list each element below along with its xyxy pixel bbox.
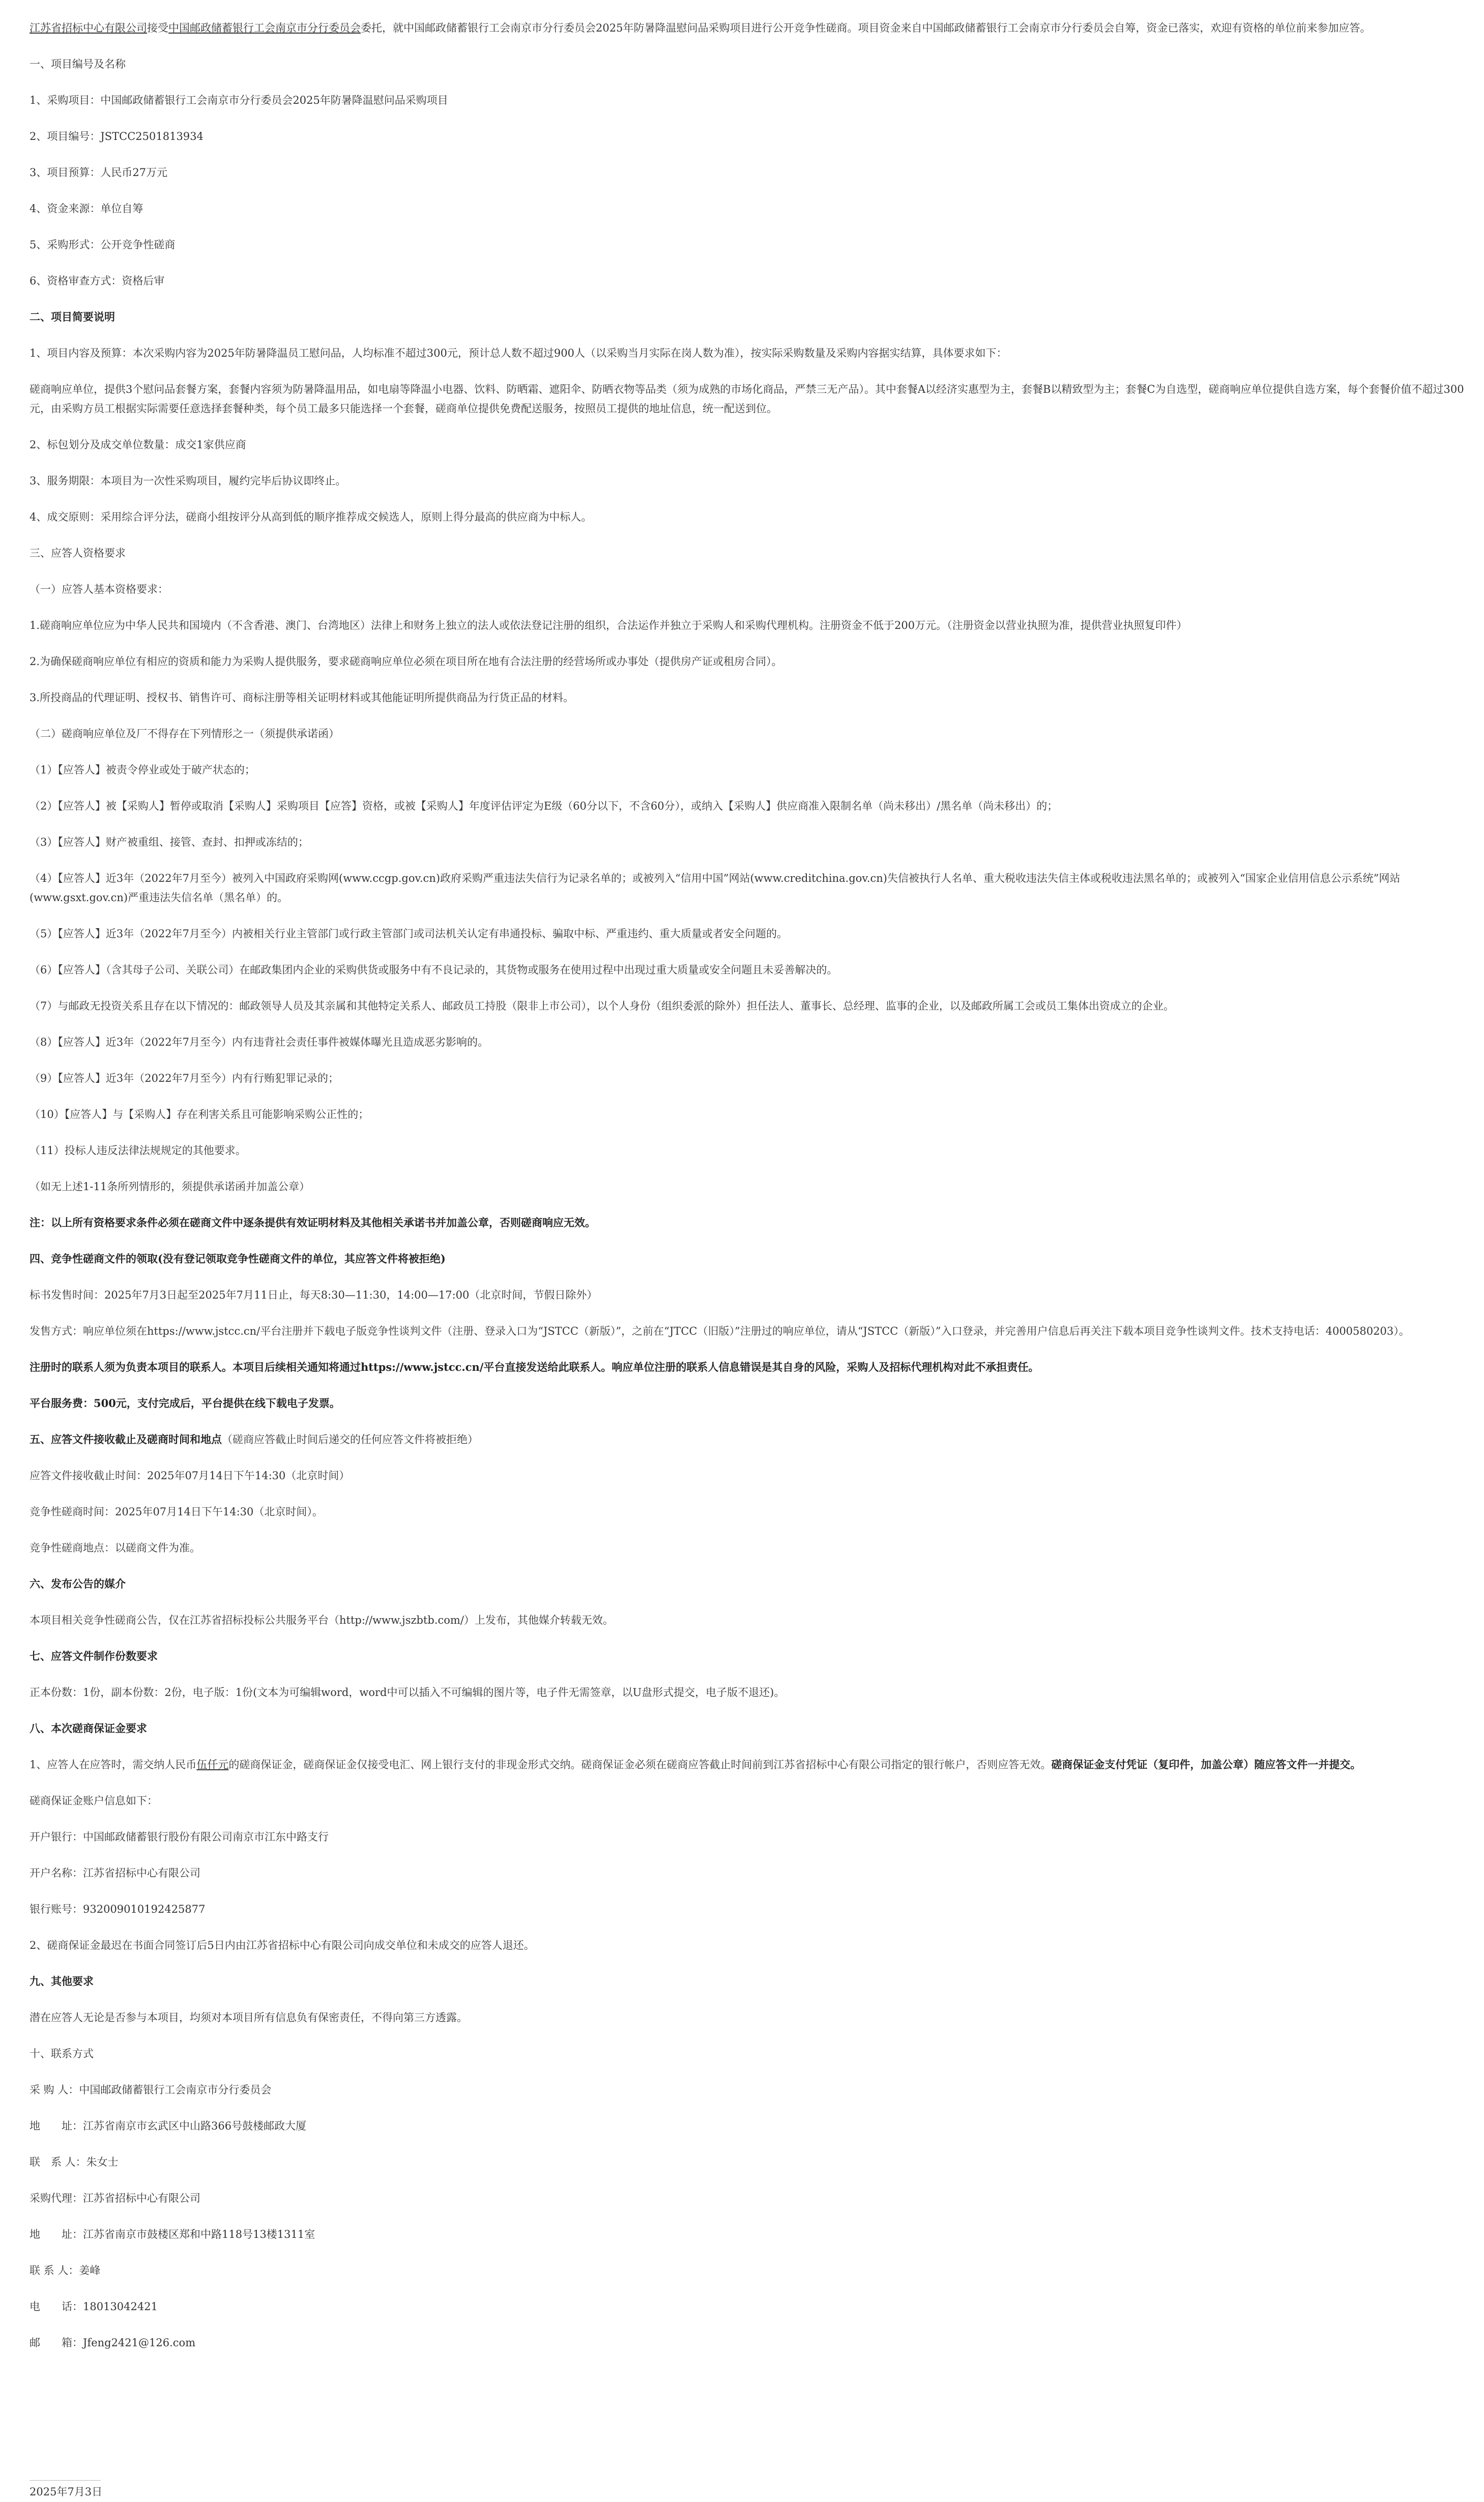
footer-divider [30, 2480, 101, 2481]
contact-email[interactable]: 邮 箱：Jfeng2421@126.com [30, 2337, 196, 2349]
sec4-item: 平台服务费：500元，支付完成后，平台提供在线下载电子发票。 [30, 1397, 340, 1410]
sec5-item: 竞争性磋商地点：以磋商文件为准。 [30, 1542, 200, 1554]
agency-link[interactable]: 江苏省招标中心有限公司 [30, 22, 147, 34]
contact-line: 采 购 人：中国邮政储蓄银行工会南京市分行委员会 [30, 2084, 272, 2096]
section-8-title: 八、本次磋商保证金要求 [30, 1722, 147, 1735]
section-9-title: 九、其他要求 [30, 1975, 94, 1988]
section-5-title: 五、应答文件接收截止及磋商时间和地点（磋商应答截止时间后递交的任何应答文件将被拒绝） [30, 1433, 478, 1446]
sec7-item: 正本份数：1份，副本份数：2份，电子版：1份(文本为可编辑word，word中可以插入不可编辑的图片等，电子件无需签章，以U盘形式提交，电子版不退还)。 [30, 1686, 785, 1699]
sec4-item: 标书发售时间：2025年7月3日起至2025年7月11日止，每天8:30—11:30，14:00—17:00（北京时间，节假日除外） [30, 1289, 598, 1301]
client-link[interactable]: 中国邮政储蓄银行工会南京市分行委员会 [168, 22, 361, 34]
sec5-item: 应答文件接收截止时间：2025年07月14日下午14:30（北京时间） [30, 1470, 350, 1482]
sec1-item: 5、采购形式：公开竞争性磋商 [30, 239, 176, 251]
sec2-item: 2、标包划分及成交单位数量：成交1家供应商 [30, 439, 246, 451]
section-10-title: 十、联系方式 [30, 2048, 94, 2060]
sec8-item: 磋商保证金账户信息如下： [30, 1795, 158, 1807]
section-4-title: 四、竞争性磋商文件的领取(没有登记领取竞争性磋商文件的单位，其应答文件将被拒绝) [30, 1252, 446, 1265]
section-1-title: 一、项目编号及名称 [30, 58, 126, 70]
sec3-case: （10）【应答人】与【采购人】存在利害关系且可能影响采购公正性的； [30, 1108, 369, 1120]
sec3-warning: 注：以上所有资格要求条件必须在磋商文件中逐条提供有效证明材料及其他相关承诺书并加盖公章，否则磋商响应无效。 [30, 1216, 596, 1229]
sec8-item: 开户名称：江苏省招标中心有限公司 [30, 1867, 200, 1879]
sec3-req: 2.为确保磋商响应单位有相应的资质和能力为采购人提供服务，要求磋商响应单位必须在项目所在地有合法注册的经营场所或办事处（提供房产证或租房合同）。 [30, 655, 782, 668]
section-3-title: 三、应答人资格要求 [30, 547, 126, 559]
sec8-item: 2、磋商保证金最迟在书面合同签订后5日内由江苏省招标中心有限公司向成交单位和未成交的应答人退还。 [30, 1939, 535, 1951]
sec4-item: 发售方式：响应单位须在https://www.jstcc.cn/平台注册并下载电子版竞争性谈判文件（注册、登录入口为“JSTCC（新版）”，之前在“JTCC（旧版）”注册过的响应单位，请从“JSTCC（新版）”入口登录，并完善用户信息后再关注下载本项目竞争性谈判文件。技术支持电话：4000580203）。 [30, 1325, 1410, 1337]
section-7-title: 七、应答文件制作份数要求 [30, 1650, 158, 1662]
announcement-body [30, 18, 1464, 2498]
sec2-item: 3、服务期限：本项目为一次性采购项目，履约完毕后协议即终止。 [30, 475, 346, 487]
sec3-case: （2）【应答人】被【采购人】暂停或取消【采购人】采购项目【应答】资格，或被【采购人】年度评估评定为E级（60分以下，不含60分），或纳入【采购人】供应商准入限制名单（尚未移出）/黑名单（尚未移出）的； [30, 800, 1058, 812]
sec3-note: （如无上述1-11条所列情形的，须提供承诺函并加盖公章） [30, 1181, 310, 1193]
section-2-title: 二、项目简要说明 [30, 310, 115, 323]
sec3-case: （3）【应答人】财产被重组、接管、查封、扣押或冻结的； [30, 836, 309, 848]
sec5-item: 竞争性磋商时间：2025年07月14日下午14:30（北京时间）。 [30, 1506, 323, 1518]
sec3-subtitle-2: （二）磋商响应单位及厂不得存在下列情形之一（须提供承诺函） [30, 728, 339, 740]
sec8-deposit-paragraph: 1、应答人在应答时，需交纳人民币伍仟元的磋商保证金，磋商保证金仅接受电汇、网上银行支付的非现金形式交纳。磋商保证金必须在磋商应答截止时间前到江苏省招标中心有限公司指定的银行帐户，否则应答无效。磋商保证金支付凭证（复印件，加盖公章）随应答文件一并提交。 [30, 1758, 1361, 1771]
sec1-item: 3、项目预算：人民币27万元 [30, 166, 168, 179]
sec6-item: 本项目相关竞争性磋商公告，仅在江苏省招标投标公共服务平台（http://www.jszbtb.com/）上发布，其他媒介转载无效。 [30, 1614, 614, 1626]
sec8-item: 开户银行：中国邮政储蓄银行股份有限公司南京市江东中路支行 [30, 1831, 329, 1843]
sec3-case: （1）【应答人】被责令停业或处于破产状态的； [30, 764, 255, 776]
contact-line: 采购代理：江苏省招标中心有限公司 [30, 2192, 200, 2204]
sec3-case: （11）投标人违反法律法规规定的其他要求。 [30, 1144, 246, 1157]
intro-paragraph: 江苏省招标中心有限公司接受中国邮政储蓄银行工会南京市分行委员会委托，就中国邮政储蓄银行工会南京市分行委员会2025年防暑降温慰问品采购项目进行公开竞争性磋商。项目资金来自中国邮政储蓄银行工会南京市分行委员会自筹，资金已落实，欢迎有资格的单位前来参加应答。 [30, 22, 1371, 34]
sec1-item: 6、资格审查方式：资格后审 [30, 275, 165, 287]
section-6-title: 六、发布公告的媒介 [30, 1577, 126, 1590]
sec3-req: 1.磋商响应单位应为中华人民共和国境内（不含香港、澳门、台湾地区）法律上和财务上独立的法人或依法登记注册的组织，合法运作并独立于采购人和采购代理机构。注册资金不低于200万元。（注册资金以营业执照为准，提供营业执照复印件） [30, 619, 1187, 631]
sec8-item: 银行账号：932009010192425877 [30, 1903, 206, 1915]
contact-line: 联 系 人：姜峰 [30, 2264, 101, 2277]
sec9-item: 潜在应答人无论是否参与本项目，均须对本项目所有信息负有保密责任，不得向第三方透露。 [30, 2011, 468, 2024]
sec1-item: 2、项目编号：JSTCC2501813934 [30, 130, 203, 142]
sec3-case: （6）【应答人】（含其母子公司、关联公司）在邮政集团内企业的采购供货或服务中有不良记录的，其货物或服务在使用过程中出现过重大质量或安全问题且未妥善解决的。 [30, 964, 838, 976]
sec3-req: 3.所投商品的代理证明、授权书、销售许可、商标注册等相关证明材料或其他能证明所提供商品为行货正品的材料。 [30, 692, 574, 704]
sec3-case: （5）【应答人】近3年（2022年7月至今）内被相关行业主管部门或行政主管部门或司法机关认定有串通投标、骗取中标、严重违约、重大质量或者安全问题的。 [30, 928, 788, 940]
contact-line: 联 系 人：朱女士 [30, 2156, 119, 2168]
sec3-subtitle-1: （一）应答人基本资格要求： [30, 583, 168, 595]
sec4-item: 注册时的联系人须为负责本项目的联系人。本项目后续相关通知将通过https://www.jstcc.cn/平台直接发送给此联系人。响应单位注册的联系人信息错误是其自身的风险，采购人及招标代理机构对此不承担责任。 [30, 1361, 1039, 1373]
sec3-case: （4）【应答人】近3年（2022年7月至今）被列入中国政府采购网(www.ccgp.gov.cn)政府采购严重违法失信行为记录名单的；或被列入“信用中国”网站(www.creditchina.gov.cn)失信被执行人名单、重大税收违法失信主体或税收违法黑名单的；或被列入“国家企业信用信息公示系统”网站(www.gsxt.gov.cn)严重违法失信名单（黑名单）的。 [30, 872, 1401, 904]
sec3-case: （9）【应答人】近3年（2022年7月至今）内有行贿犯罪记录的； [30, 1072, 339, 1084]
sec3-case: （8）【应答人】近3年（2022年7月至今）内有违背社会责任事件被媒体曝光且造成恶劣影响的。 [30, 1036, 489, 1048]
sec1-item: 4、资金来源：单位自筹 [30, 203, 143, 215]
deposit-amount: 伍仟元 [196, 1759, 229, 1771]
contact-line: 电 话：18013042421 [30, 2300, 158, 2313]
sec2-item: 1、项目内容及预算：本次采购内容为2025年防暑降温员工慰问品，人均标准不超过300元，预计总人数不超过900人（以采购当月实际在岗人数为准），按实际采购数量及采购内容据实结算，具体要求如下： [30, 347, 1007, 359]
sec1-item: 1、采购项目：中国邮政储蓄银行工会南京市分行委员会2025年防暑降温慰问品采购项目 [30, 94, 448, 106]
contact-line: 地 址：江苏省南京市鼓楼区郑和中路118号13楼1311室 [30, 2228, 315, 2240]
sec2-item: 4、成交原则：采用综合评分法，磋商小组按评分从高到低的顺序推荐成交候选人，原则上得分最高的供应商为中标人。 [30, 511, 592, 523]
sec2-item: 磋商响应单位，提供3个慰问品套餐方案，套餐内容须为防暑降温用品，如电扇等降温小电器、饮料、防晒霜、遮阳伞、防晒衣物等品类（须为成熟的市场化商品，严禁三无产品）。其中套餐A以经济实惠型为主，套餐B以精致型为主；套餐C为自选型，磋商响应单位提供自选方案，每个套餐价值不超过300元，由采购方员工根据实际需要任意选择套餐种类，每个员工最多只能选择一个套餐，磋商单位提供免费配送服务，按照员工提供的地址信息，统一配送到位。 [30, 383, 1464, 415]
publish-date: 2025年7月3日 [30, 2486, 103, 2498]
contact-line: 地 址：江苏省南京市玄武区中山路366号鼓楼邮政大厦 [30, 2120, 307, 2132]
sec3-case: （7）与邮政无投资关系且存在以下情况的：邮政领导人员及其亲属和其他特定关系人、邮政员工持股（限非上市公司），以个人身份（组织委派的除外）担任法人、董事长、总经理、监事的企业，以及邮政所属工会或员工集体出资成立的企业。 [30, 1000, 1174, 1012]
